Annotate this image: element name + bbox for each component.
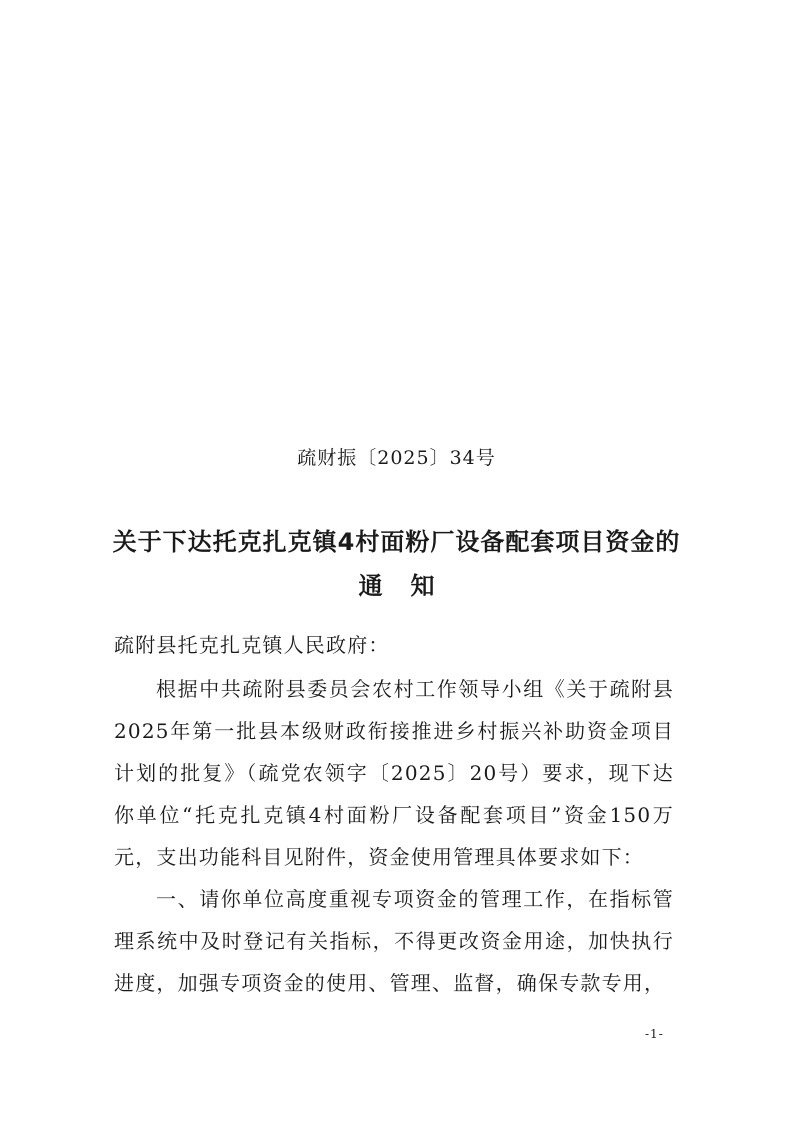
document-title-line-2: 通知	[358, 572, 463, 600]
addressee: 疏附县托克扎克镇人民政府：	[114, 633, 390, 657]
page-number: -1-	[645, 1027, 664, 1041]
document-title-line-1: 关于下达托克扎克镇4村面粉厂设备配套项目资金的	[112, 528, 681, 556]
body-paragraph-1: 根据中共疏附县委员会农村工作领导小组《关于疏附县2025年第一批县本级财政衔接推进乡村振兴补助资金项目计划的批复》（疏党农领字〔2025〕20号）要求，现下达你单位“托克扎克镇4村面粉厂设备配套项目”资金150万元，支出功能科目见附件，资金使用管理具体要求如下：	[114, 677, 674, 869]
document-number: 疏财振〔2025〕34号	[297, 447, 496, 469]
body-paragraph-2: 一、请你单位高度重视专项资金的管理工作，在指标管理系统中及时登记有关指标，不得更改资金用途，加快执行进度，加强专项资金的使用、管理、监督，确保专款专用，	[114, 887, 674, 995]
